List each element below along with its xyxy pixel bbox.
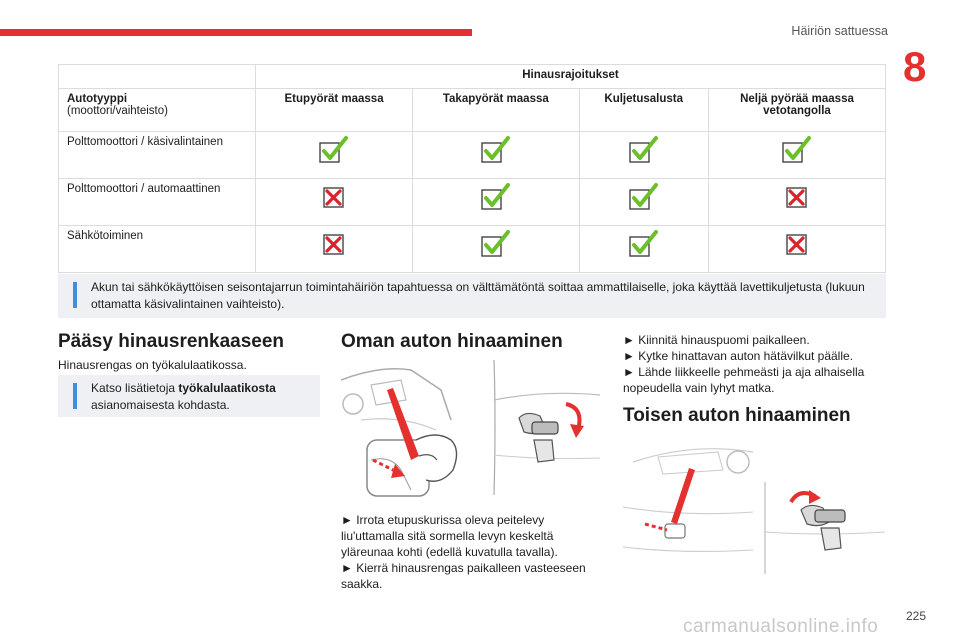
column-header: Etupyörät maassa	[256, 89, 413, 132]
mark-cell	[579, 179, 708, 226]
cross-icon	[782, 183, 812, 211]
towing-eye-illustration	[474, 360, 600, 500]
column-header-line: vetotangolla	[763, 105, 831, 117]
mark-cell	[579, 132, 708, 179]
section-heading-own-car: Oman auton hinaaminen	[341, 331, 563, 352]
row-label: Sähkötoiminen	[59, 226, 256, 273]
column-header-line: Neljä pyörää maassa	[740, 93, 854, 105]
step-line: ► Lähde liikkeelle pehmeästi ja aja alhaisella	[623, 365, 865, 379]
check-icon	[319, 136, 349, 164]
note-line: Akun tai sähkökäyttöisen seisontajarrun toimintahäiriön tapahtuessa on välttämätöntä soittaa ammattilaiselle, joka käyttää lavettikuljetusta (lukuun	[91, 280, 865, 294]
note-line: asianomaisesta kohdasta.	[91, 398, 230, 412]
watermark: carmanualsonline.info	[683, 616, 879, 637]
bumper-cover-illustration	[341, 360, 466, 500]
info-icon	[73, 282, 77, 308]
check-icon	[782, 136, 812, 164]
info-note-toolbox	[58, 375, 320, 417]
chapter-number: 8	[903, 43, 927, 90]
step-line: saakka.	[341, 577, 383, 591]
check-icon	[481, 183, 511, 211]
step-line: yläreunaa kohti (edellä kuvatulla tavalla).	[341, 545, 558, 559]
note-bold-text: työkalulaatikosta	[178, 381, 276, 395]
section2-steps	[341, 512, 586, 592]
towing-restrictions-table	[58, 64, 886, 273]
check-icon	[629, 136, 659, 164]
step-line: ► Kierrä hinausrengas paikalleen vasteeseen	[341, 561, 586, 575]
note-line: ottamatta käsivalintainen vaihteisto).	[91, 297, 285, 311]
step-line: liu'uttamalla sitä sormella levyn keskeltä	[341, 529, 554, 543]
info-note-battery	[58, 274, 886, 318]
mark-cell	[708, 132, 885, 179]
mark-cell	[256, 226, 413, 273]
info-icon	[73, 383, 77, 409]
row-header-title: Autotyyppi	[67, 93, 128, 105]
mark-cell	[413, 132, 579, 179]
check-icon	[629, 230, 659, 258]
section-text: Hinausrengas on työkalulaatikossa.	[58, 358, 247, 372]
step-line: ► Kiinnitä hinauspuomi paikalleen.	[623, 333, 810, 347]
section3-steps	[623, 332, 864, 396]
cross-icon	[319, 183, 349, 211]
note-prefix: Katso lisätietoja	[91, 381, 179, 395]
table-row	[59, 132, 886, 179]
mark-cell	[413, 226, 579, 273]
row-header-cell	[59, 89, 256, 132]
note-line	[91, 380, 314, 397]
section-heading-other-car: Toisen auton hinaaminen	[623, 405, 851, 426]
column-header	[708, 89, 885, 132]
step-line: ► Irrota etupuskurissa oleva peitelevy	[341, 513, 545, 527]
mark-cell	[708, 179, 885, 226]
check-icon	[481, 230, 511, 258]
mark-cell	[579, 226, 708, 273]
table-corner-cell	[59, 65, 256, 89]
mark-cell	[708, 226, 885, 273]
section-title: Häiriön sattuessa	[791, 24, 888, 38]
rear-towing-illustration	[623, 432, 885, 574]
cross-icon	[319, 230, 349, 258]
column-header: Takapyörät maassa	[413, 89, 579, 132]
row-label: Polttomoottori / käsivalintainen	[59, 132, 256, 179]
mark-cell	[413, 179, 579, 226]
step-line: nopeudella vain lyhyt matka.	[623, 381, 775, 395]
table-group-header: Hinausrajoitukset	[256, 65, 886, 89]
check-icon	[629, 183, 659, 211]
row-header-subtitle: (moottori/vaihteisto)	[67, 105, 168, 117]
section-heading-access: Pääsy hinausrenkaaseen	[58, 331, 285, 352]
step-line: ► Kytke hinattavan auton hätävilkut päälle.	[623, 349, 854, 363]
check-icon	[481, 136, 511, 164]
mark-cell	[256, 132, 413, 179]
table-row	[59, 179, 886, 226]
cross-icon	[782, 230, 812, 258]
page-number: 225	[906, 609, 927, 623]
mark-cell	[256, 179, 413, 226]
header-accent-bar	[0, 29, 472, 36]
row-label: Polttomoottori / automaattinen	[59, 179, 256, 226]
table-row	[59, 226, 886, 273]
column-header: Kuljetusalusta	[579, 89, 708, 132]
